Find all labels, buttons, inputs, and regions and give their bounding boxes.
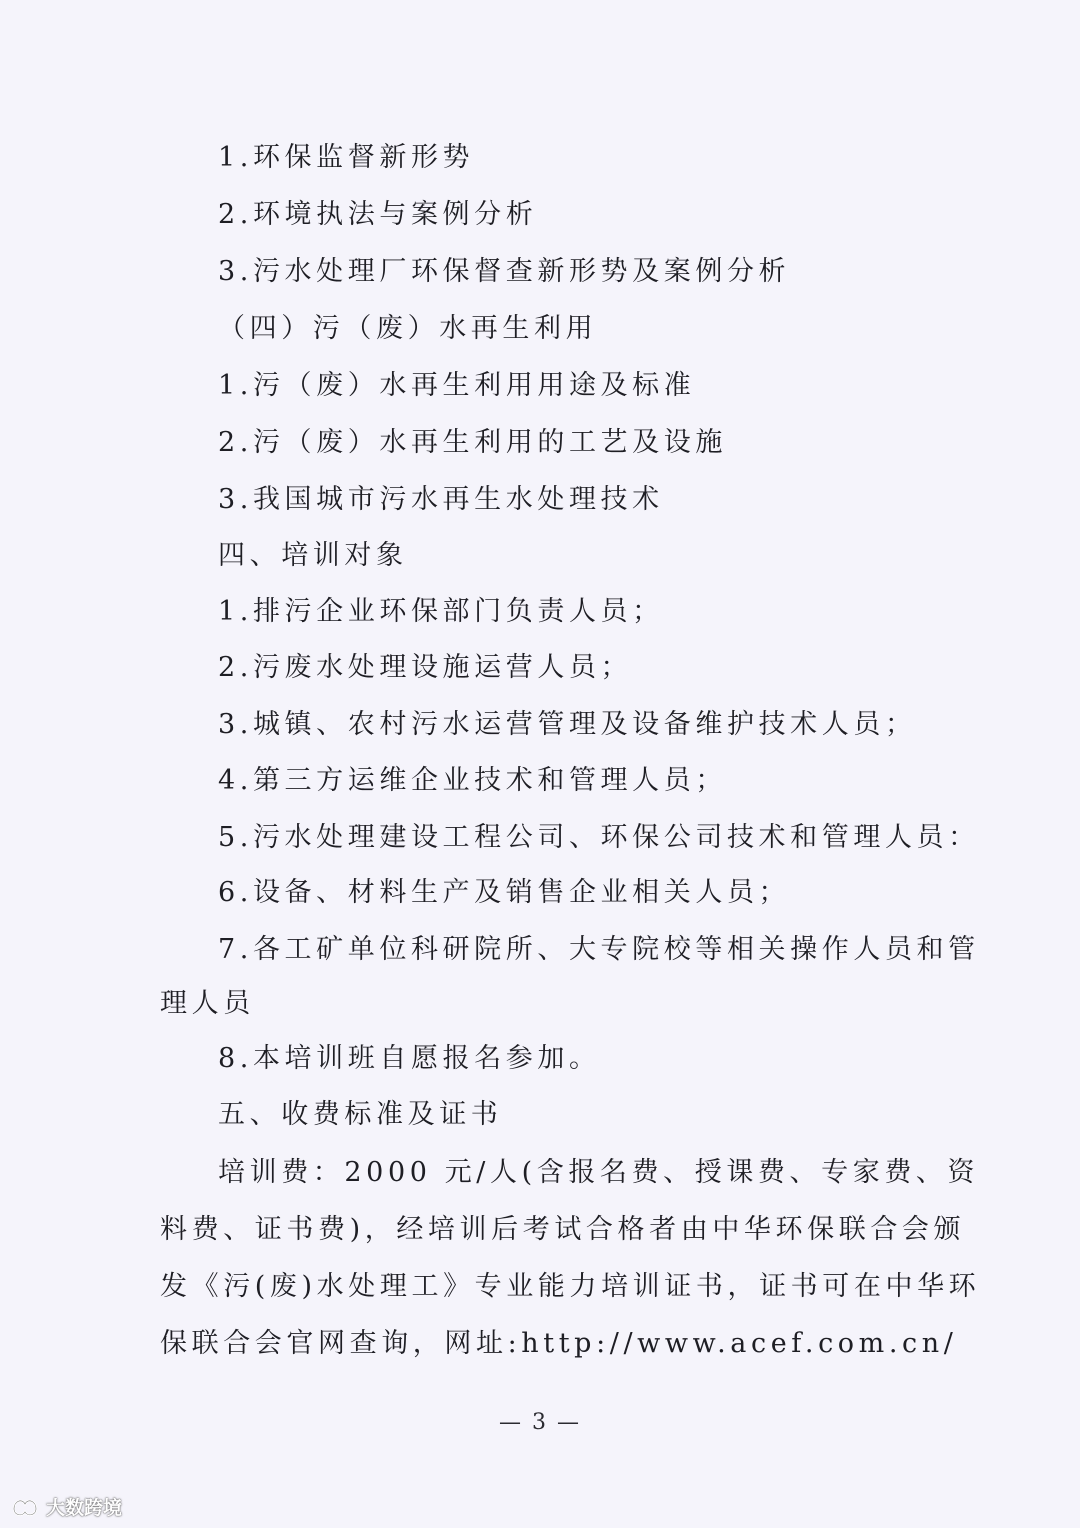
list-item: 1.环保监督新形势	[218, 142, 475, 173]
page-number: — 3 —	[499, 1410, 581, 1435]
paragraph-line: 料费、证书费)，经培训后考试合格者由中华环保联合会颁	[160, 1214, 966, 1245]
list-item: 2.污（废）水再生利用的工艺及设施	[218, 427, 727, 458]
list-item: 4.第三方运维企业技术和管理人员；	[218, 765, 727, 796]
watermark	[10, 1493, 122, 1520]
paragraph-line: 保联合会官网查询，网址:http://www.acef.com.cn/	[160, 1328, 958, 1359]
list-item: 2.污废水处理设施运营人员；	[218, 652, 633, 683]
list-item: 3.污水处理厂环保督查新形势及案例分析	[218, 256, 791, 287]
list-item: 7.各工矿单位科研院所、大专院校等相关操作人员和管	[218, 934, 980, 965]
brand-logo-icon	[10, 1495, 40, 1519]
section-heading: 四、培训对象	[218, 540, 408, 571]
watermark-text: 大数跨境	[46, 1497, 123, 1519]
list-item: 1.污（废）水再生利用用途及标准	[218, 370, 696, 401]
list-item: 1.排污企业环保部门负责人员；	[218, 596, 664, 627]
list-item: 6.设备、材料生产及销售企业相关人员；	[218, 877, 791, 908]
list-item: 3.城镇、农村污水运营管理及设备维护技术人员；	[218, 709, 917, 740]
paragraph-line: 培训费：2000 元/人(含报名费、授课费、专家费、资	[218, 1157, 980, 1188]
list-item: 3.我国城市污水再生水处理技术	[218, 484, 664, 515]
section-heading: （四）污（废）水再生利用	[218, 313, 598, 344]
list-item: 8.本培训班自愿报名参加。	[218, 1043, 601, 1074]
list-item: 5.污水处理建设工程公司、环保公司技术和管理人员：	[218, 822, 980, 853]
list-item-continuation: 理人员	[160, 988, 255, 1019]
section-heading: 五、收费标准及证书	[218, 1099, 503, 1130]
list-item: 2.环境执法与案例分析	[218, 199, 538, 230]
paragraph-line: 发《污(废)水处理工》专业能力培训证书，证书可在中华环	[160, 1271, 981, 1302]
